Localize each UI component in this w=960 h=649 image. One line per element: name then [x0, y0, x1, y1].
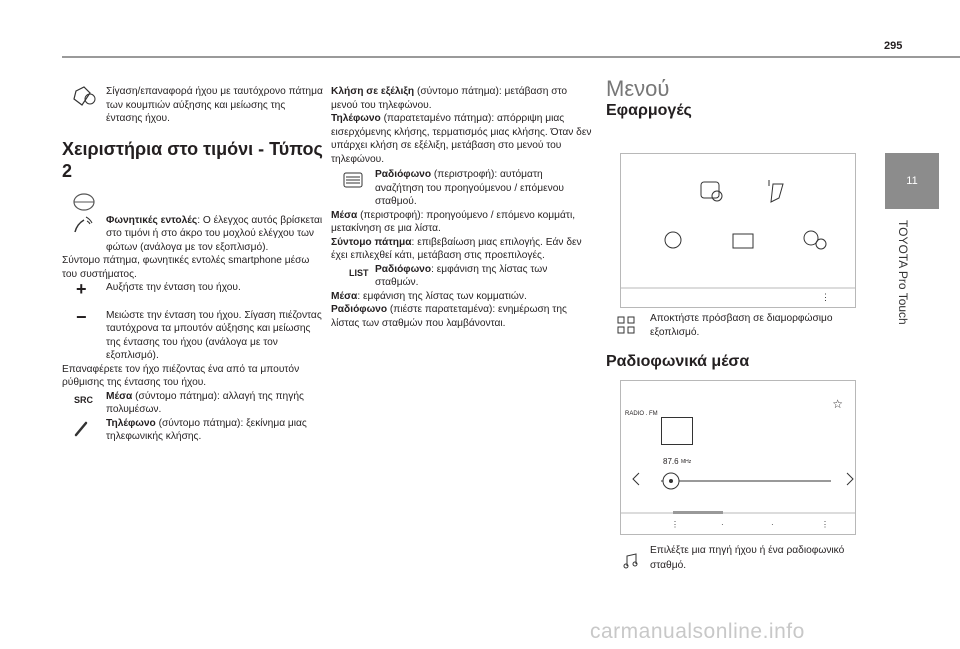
scroll-wheel-icon: [341, 170, 365, 195]
short-label: Σύντομο πάτημα: [331, 236, 412, 248]
list-radio-label: Ραδιόφωνο: [375, 263, 432, 275]
list-badge: LIST: [349, 267, 369, 278]
chapter-number: 11: [906, 175, 918, 187]
column-2: [331, 85, 593, 330]
short-paragraph: [331, 236, 593, 263]
src-paragraph: [62, 390, 324, 417]
svg-text:·: ·: [721, 520, 724, 529]
volume-down-icon: −: [76, 306, 87, 327]
minus-text: Μειώστε την ένταση του ήχου. Σίγαση πιέζοντας ταυτόχρονα τα μπουτόν αύξησης και μείωσης της έντασης του ήχου (ανάλογα με τον εξοπλισμό).: [106, 309, 322, 361]
music-note-icon: [622, 552, 640, 575]
minus-text-2: Επαναφέρετε τον ήχο πιέζοντας ένα από τα μπουτόν ρύθμισης της έντασης του ήχου.: [62, 363, 300, 388]
call-text: (σύντομο πάτημα): μετάβαση στο μενού του τηλεφώνου.: [331, 86, 568, 111]
media-label: Μέσα: [331, 209, 358, 221]
list-radio2-text: (πιέστε παρατεταμένα): ενημέρωση της λίστας των σταθμών που λαμβάνονται.: [331, 304, 567, 329]
list-media-text: : εμφάνιση της λίστας των κομματιών.: [357, 290, 527, 302]
phone-icon: [72, 419, 92, 444]
voice-text-2: Σύντομο πάτημα, φωνητικές εντολές smartphone μέσω του συστήματος.: [62, 255, 310, 280]
voice-paragraph: [62, 214, 324, 255]
apps-screen: [620, 153, 856, 308]
column-3: [606, 76, 858, 119]
page-number: 295: [884, 40, 903, 52]
radio-paragraph: [331, 168, 593, 209]
plus-paragraph: [62, 279, 324, 299]
screen-unit: MHz: [681, 459, 692, 465]
src-text: (σύντομο πάτημα): αλλαγή της πηγής πολυμέσων.: [106, 390, 304, 415]
tuner-slider[interactable]: [621, 381, 855, 534]
steering-wheel-icon: [62, 192, 324, 214]
sync-paragraph: [62, 85, 324, 126]
apps-heading: Εφαρμογές: [606, 101, 692, 119]
voice-text: : Ο έλεγχος αυτός βρίσκεται στο τιμόνι ή στο άκρο του μοχλού ελέγχου των φώτων (ανάλογα με τον εξοπλισμό).: [106, 214, 323, 253]
apps-text: Αποκτήστε πρόσβαση σε διαμορφώσιμο εξοπλισμό.: [650, 313, 833, 338]
tel-label: Τηλέφωνο: [331, 113, 381, 124]
short-text: : επιβεβαίωση μιας επιλογής. Εάν δεν έχει επιλεχθεί κάτι, μετάβαση στις προεπιλογές.: [331, 236, 582, 261]
list-media-label: Μέσα: [331, 290, 358, 302]
media-text: (περιστροφή): προηγούμενο / επόμενο κομμάτι, μετακίνηση σε μια λίστα.: [331, 209, 576, 234]
favorite-star-icon[interactable]: ☆: [832, 397, 843, 411]
phone-text: (σύντομο πάτημα): ξεκίνημα μιας τηλεφωνικής κλήσης.: [106, 417, 307, 442]
call-paragraph: [331, 85, 593, 112]
radio-text: Επιλέξτε μια πηγή ήχου ή ένα ραδιοφωνικό σταθμό.: [650, 545, 845, 571]
volume-mute-icon: [72, 85, 98, 114]
radio-screen: [620, 380, 856, 535]
list-paragraph: [331, 263, 593, 290]
svg-text:⋮: ⋮: [821, 520, 829, 529]
column-1: [62, 85, 324, 444]
svg-text:⋮: ⋮: [821, 292, 830, 302]
phone-label: Τηλέφωνο: [106, 417, 156, 429]
phone-paragraph: [62, 417, 324, 444]
volume-up-icon: +: [76, 279, 87, 299]
list-radio-text: : εμφάνιση της λίστας των σταθμών.: [375, 263, 548, 288]
screen-radio-label: RADIO . FM: [625, 411, 658, 417]
watermark: carmanualsonline.info: [590, 620, 805, 643]
svg-text:·: ·: [771, 520, 774, 529]
header-rule: [62, 56, 960, 58]
sync-text: Σίγαση/επαναφορά ήχου με ταυτόχρονο πάτημα των κουμπιών αύξησης και μείωσης της έντασης ήχου.: [106, 86, 323, 124]
apps-icon-row: [616, 315, 636, 340]
radio-text: (περιστροφή): αυτόματη αναζήτηση του προηγούμενου / επόμενου σταθμού.: [375, 169, 564, 207]
svg-text:⋮: ⋮: [671, 520, 679, 529]
voice-label: Φωνητικές εντολές: [106, 214, 198, 226]
plus-text: Αυξήστε την ένταση του ήχου.: [106, 282, 241, 293]
section-heading-steering: Χειριστήρια στο τιμόνι - Τύπος 2: [62, 138, 323, 181]
call-label: Κλήση σε εξέλιξη: [331, 86, 415, 97]
minus-paragraph: [62, 306, 324, 363]
radio-heading: Ραδιοφωνικά μέσα: [606, 353, 750, 370]
src-badge: SRC: [74, 394, 94, 405]
screen-frequency: 87.6: [663, 457, 679, 466]
grid-apps-icon: [616, 315, 636, 335]
menu-title: Μενού: [606, 76, 670, 101]
list-radio2-label: Ραδιόφωνο: [331, 304, 388, 315]
voice-command-icon: [72, 214, 96, 241]
src-label: Μέσα: [106, 390, 133, 402]
chapter-tab[interactable]: [885, 153, 939, 209]
tel-paragraph: [331, 112, 593, 166]
chapter-label: TOYOTA Pro Touch: [896, 220, 910, 325]
list-radio2-paragraph: [331, 303, 593, 330]
list-media-paragraph: [331, 290, 593, 304]
media-paragraph: [331, 209, 593, 236]
radio-label: Ραδιόφωνο: [375, 169, 432, 180]
tel-text: (παρατεταμένο πάτημα): απόρριψη μιας εισερχόμενης κλήσης, τερματισμός μιας κλήσης. Όταν δεν υπάρχει κλήση σε εξέλιξη, μετάβαση στο μενού του τηλεφώνου.: [331, 113, 592, 165]
